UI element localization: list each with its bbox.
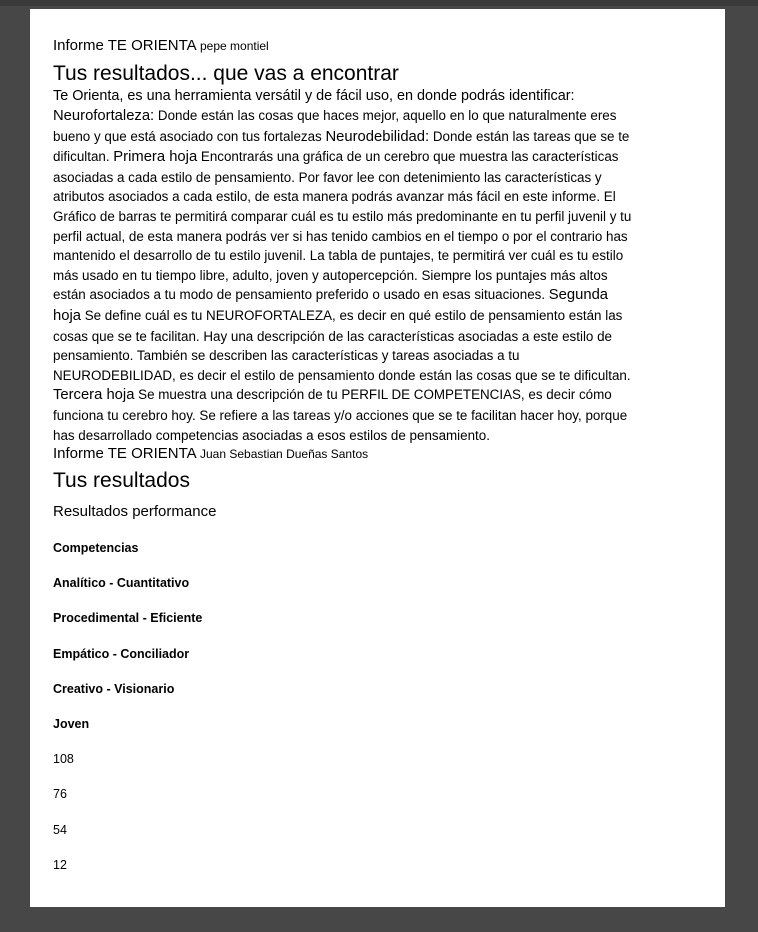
style-procedimental: Procedimental - Eficiente [53, 611, 203, 626]
report-header-2 [53, 445, 633, 463]
score-value: 12 [53, 857, 67, 872]
results-header-joven: Joven [53, 717, 90, 732]
tercera-hoja-text: Se muestra una descripción de tu PERFIL DE COMPETENCIAS, es decir cómo funciona tu cerebro hoy. Se refiere a las tareas y/o acciones que se te facilitan hacer hoy, porque has desarrollado competencias asociadas a esos estilos de pensamiento. [53, 387, 628, 443]
term-primera-hoja: Primera hoja [113, 149, 198, 166]
performance-subtitle: Resultados performance [53, 503, 217, 521]
style-analitico: Analítico - Cuantitativo [53, 576, 190, 591]
neurodebilidad-text: Donde están las tareas que se te dificultan. [53, 128, 630, 165]
report-person-name: pepe montiel [200, 39, 269, 53]
segunda-hoja-text: Se define cuál es tu NEUROFORTALEZA, es decir en qué estilo de pensamiento están las cosas que se te facilitan. Hay una descripción de las características asociadas a este estilo de pensamiento. También se describen las características y tareas asociadas a tu NEURODEBILIDAD, es decir el estilo de pensamiento donde están las cosas que se te dificultan. [53, 307, 631, 383]
style-creativo: Creativo - Visionario [53, 681, 175, 696]
report-label-2: Informe TE ORIENTA [53, 445, 196, 463]
score-value: 108 [53, 752, 74, 767]
term-segunda-hoja: Segunda hoja [53, 287, 609, 324]
viewer-top-bar [0, 0, 758, 6]
description-paragraph [53, 106, 633, 445]
page-content [53, 37, 633, 892]
results-list [53, 540, 633, 892]
neurofortaleza-text: Donde están las cosas que haces mejor, aquello en lo que naturalmente eres bueno y que está asociado con tus fortalezas [53, 108, 617, 144]
term-tercera-hoja: Tercera hoja [53, 387, 135, 404]
style-empatico: Empático - Conciliador [53, 646, 190, 661]
report-header [53, 37, 633, 55]
score-value: 54 [53, 822, 67, 837]
report-label: Informe TE ORIENTA [53, 37, 196, 54]
section-title: Tus resultados... que vas a encontrar [53, 62, 399, 85]
results-title: Tus resultados [53, 469, 190, 493]
primera-hoja-text: Encontrarás una gráfica de un cerebro que muestra las características asociadas a cada estilo de pensamiento. Por favor lee con detenimiento las características y atributos asociados a cada estilo, de esta manera podrás avanzar más fácil en este informe. El Gráfico de barras te permitirá comparar cuál es tu estilo más predominante en tu perfil juvenil y tu perfil actual, de esta manera podrás ver si has tenido cambios en el tiempo o por el contrario has mantenido el desarrollo de tu estilo juvenil. La tabla de puntajes, te permitirá ver cuál es tu estilo más usado en tu tiempo libre, adulto, joven y autopercepción. Siempre los puntajes más altos están asociados a tu modo de pensamiento preferido o usado en esas situaciones. [53, 149, 632, 303]
term-neurofortaleza: Neurofortaleza: [53, 108, 155, 124]
results-header-competencias: Competencias [53, 541, 139, 556]
intro-text: Te Orienta, es una herramienta versátil y de fácil uso, en donde podrás identificar: [53, 88, 575, 104]
document-page [30, 9, 725, 907]
score-value: 76 [53, 787, 67, 802]
report-person-name-2: Juan Sebastian Dueñas Santos [200, 447, 369, 462]
term-neurodebilidad: Neurodebilidad: [325, 128, 430, 145]
